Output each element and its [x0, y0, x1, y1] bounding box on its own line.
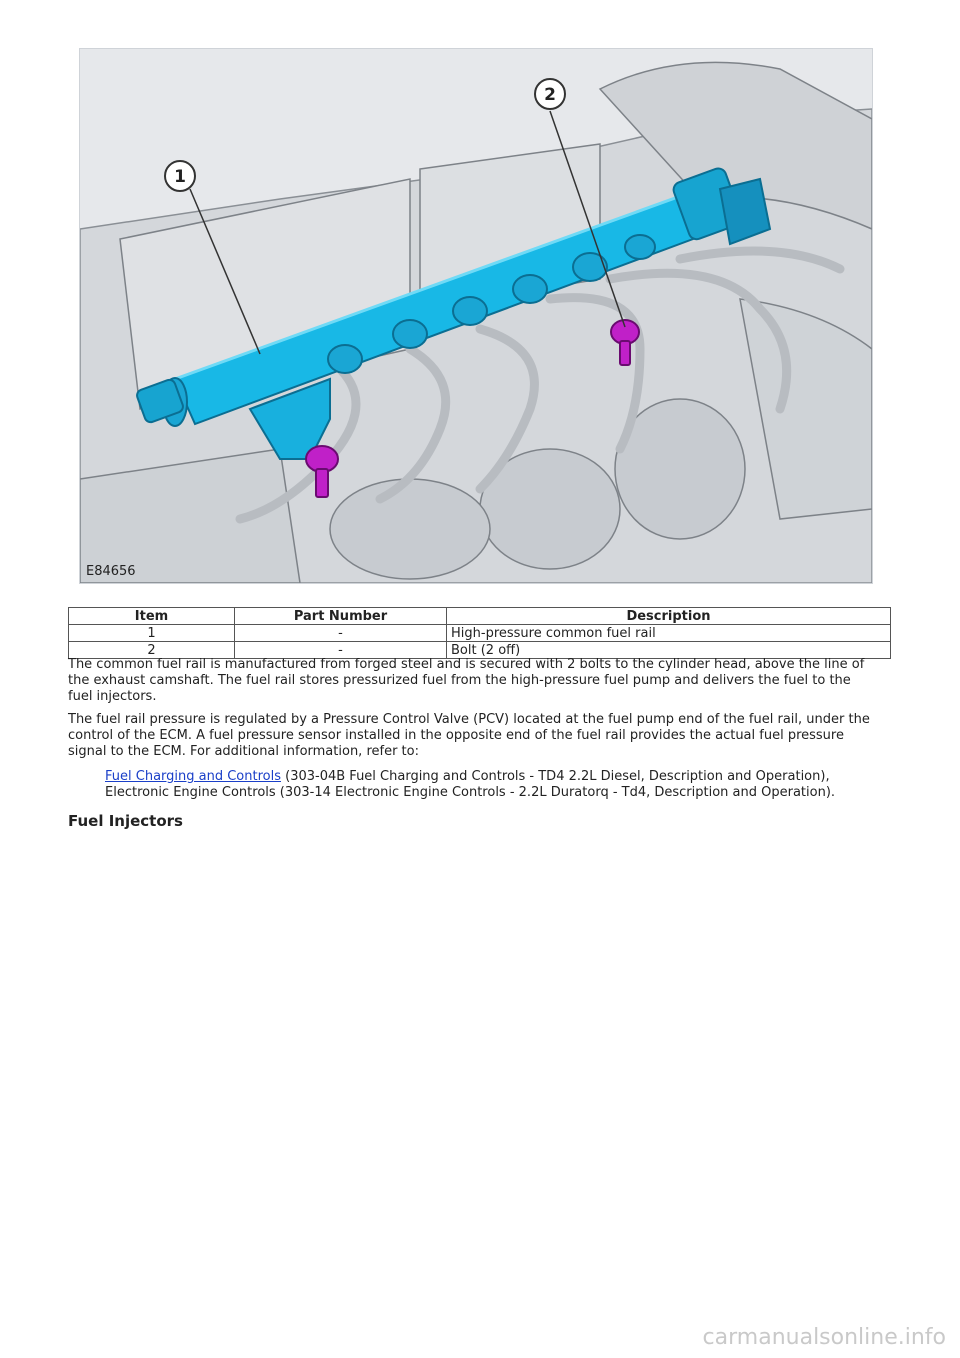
watermark: carmanualsonline.info: [702, 1325, 946, 1350]
cell-description: High-pressure common fuel rail: [447, 625, 891, 642]
table-row: [69, 625, 891, 642]
callout-1-label: 1: [174, 167, 186, 187]
engine-fuel-rail-figure: [79, 48, 873, 584]
header-item: Item: [69, 608, 235, 625]
fuel-rail-illustration: [80, 49, 872, 583]
callout-2: [535, 79, 565, 109]
reference-line-1: [105, 769, 885, 785]
parts-table: [68, 607, 891, 659]
figure-code: E84656: [86, 564, 136, 579]
header-description: Description: [447, 608, 891, 625]
fuel-charging-link[interactable]: Fuel Charging and Controls: [105, 769, 281, 784]
callout-2-label: 2: [544, 85, 556, 105]
callout-1: [165, 161, 195, 191]
reference-line-2: Electronic Engine Controls (303-14 Electronic Engine Controls - 2.2L Duratorq - Td4, Description and Operation).: [105, 785, 836, 800]
cell-item: 1: [69, 625, 235, 642]
reference-line-1-rest: (303-04B Fuel Charging and Controls - TD4 2.2L Diesel, Description and Operation),: [281, 769, 830, 784]
cell-part-number: -: [235, 642, 447, 659]
cell-description: Bolt (2 off): [447, 642, 891, 659]
cell-item: 2: [69, 642, 235, 659]
table-row: [69, 642, 891, 659]
paragraph-pressure: The fuel rail pressure is regulated by a Pressure Control Valve (PCV) located at the fuel pump end of the fuel rail, under the control of the ECM. A fuel pressure sensor installed in the opposite end of the fuel rail provides the actual fuel pressure signal to the ECM. For additional information, refer to:: [68, 712, 870, 759]
paragraph-fuel-rail: The common fuel rail is manufactured from forged steel and is secured with 2 bolts to the cylinder head, above the line of the exhaust camshaft. The fuel rail stores pressurized fuel from the high-pressure fuel pump and delivers the fuel to the fuel injectors.: [68, 657, 865, 704]
table-header-row: [69, 608, 891, 625]
cell-part-number: -: [235, 625, 447, 642]
section-heading: Fuel Injectors: [68, 812, 183, 830]
header-part-number: Part Number: [235, 608, 447, 625]
